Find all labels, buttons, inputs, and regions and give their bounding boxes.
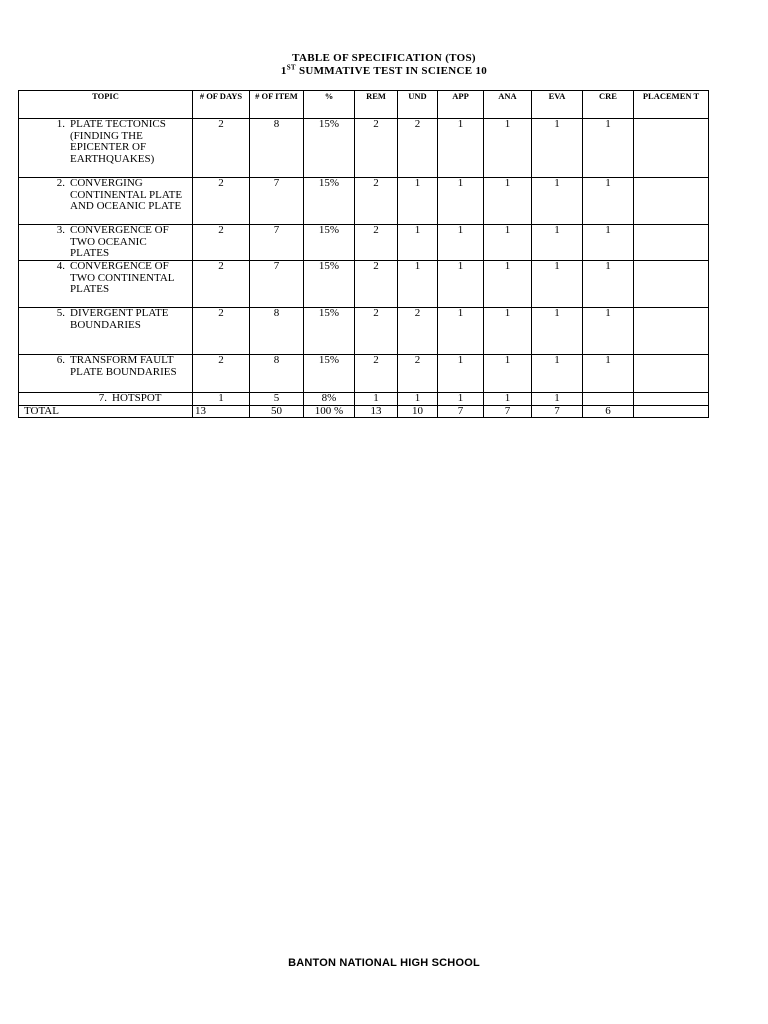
und-cell: 1 — [398, 225, 438, 261]
table-row — [19, 119, 709, 178]
table-header-row — [19, 91, 709, 119]
ana-cell: 1 — [484, 261, 532, 308]
days-cell: 2 — [193, 225, 250, 261]
title-ordinal-suffix: ST — [286, 63, 296, 72]
items-cell: 7 — [250, 261, 304, 308]
table-row — [19, 261, 709, 308]
ana-cell: 1 — [484, 178, 532, 225]
specification-table — [18, 90, 709, 418]
eva-cell: 1 — [532, 119, 583, 178]
items-cell: 7 — [250, 225, 304, 261]
und-cell: 1 — [398, 393, 438, 406]
topic-cell — [19, 225, 193, 261]
und-cell: 2 — [398, 119, 438, 178]
table-row — [19, 225, 709, 261]
header-cre: CRE — [583, 91, 634, 119]
cre-cell — [583, 393, 634, 406]
days-cell: 2 — [193, 308, 250, 355]
total-und: 10 — [398, 405, 438, 418]
topic-name: CONVERGING CONTINENTAL PLATE AND OCEANIC PLATE — [70, 177, 183, 213]
percent-cell: 15% — [304, 308, 355, 355]
title-ordinal: 1 — [280, 65, 287, 77]
total-label — [19, 405, 193, 418]
percent-cell: 15% — [304, 261, 355, 308]
total-label-text: TOTAL — [24, 404, 59, 417]
rem-cell: 1 — [355, 393, 398, 406]
days-cell: 1 — [193, 393, 250, 406]
header-items: # OF ITEM — [250, 91, 304, 119]
rem-cell: 2 — [355, 308, 398, 355]
rem-cell: 2 — [355, 225, 398, 261]
eva-cell: 1 — [532, 308, 583, 355]
school-name-footer: BANTON NATIONAL HIGH SCHOOL — [288, 957, 480, 969]
cre-cell: 1 — [583, 178, 634, 225]
cre-cell: 1 — [583, 261, 634, 308]
eva-cell: 1 — [532, 225, 583, 261]
topic-cell — [19, 393, 193, 406]
header-ana: ANA — [484, 91, 532, 119]
percent-cell: 8% — [304, 393, 355, 406]
total-row — [19, 405, 709, 418]
topic-name: TRANSFORM FAULT PLATE BOUNDARIES — [70, 354, 177, 378]
eva-cell: 1 — [532, 355, 583, 393]
app-cell: 1 — [438, 393, 484, 406]
rem-cell: 2 — [355, 119, 398, 178]
rem-cell: 2 — [355, 261, 398, 308]
items-cell: 8 — [250, 355, 304, 393]
topic-name: CONVERGENCE OF TWO OCEANIC PLATES — [70, 224, 169, 260]
eva-cell: 1 — [532, 261, 583, 308]
days-cell: 2 — [193, 261, 250, 308]
cre-cell: 1 — [583, 355, 634, 393]
app-cell: 1 — [438, 261, 484, 308]
ana-cell: 1 — [484, 225, 532, 261]
cre-cell: 1 — [583, 308, 634, 355]
total-days-cell — [193, 405, 250, 418]
table-row — [19, 308, 709, 355]
topic-number: 1. — [56, 118, 65, 130]
items-cell: 5 — [250, 393, 304, 406]
table-row — [19, 178, 709, 225]
placement-cell — [634, 178, 709, 225]
cre-cell: 1 — [583, 225, 634, 261]
app-cell: 1 — [438, 178, 484, 225]
topic-cell — [19, 178, 193, 225]
percent-cell: 15% — [304, 225, 355, 261]
placement-cell — [634, 119, 709, 178]
header-percent: % — [304, 91, 355, 119]
ana-cell: 1 — [484, 308, 532, 355]
und-cell: 1 — [398, 178, 438, 225]
topic-number: 5. — [56, 307, 65, 319]
topic-cell — [19, 119, 193, 178]
und-cell: 2 — [398, 355, 438, 393]
app-cell: 1 — [438, 225, 484, 261]
topic-number: 7. — [98, 392, 107, 404]
topic-number: 6. — [56, 354, 65, 366]
topic-number: 4. — [56, 260, 65, 272]
rem-cell: 2 — [355, 178, 398, 225]
total-eva: 7 — [532, 405, 583, 418]
total-app: 7 — [438, 405, 484, 418]
header-placement: PLACEMEN T — [634, 91, 709, 119]
topic-name: PLATE TECTONICS (FINDING THE EPICENTER OF EARTHQUAKES) — [70, 118, 166, 165]
app-cell: 1 — [438, 355, 484, 393]
und-cell: 1 — [398, 261, 438, 308]
days-cell: 2 — [193, 178, 250, 225]
topic-cell — [19, 308, 193, 355]
placement-cell — [634, 308, 709, 355]
ana-cell: 1 — [484, 393, 532, 406]
topic-cell — [19, 355, 193, 393]
total-percent: 100 % — [304, 405, 355, 418]
days-cell: 2 — [193, 119, 250, 178]
header-topic: TOPIC — [19, 91, 193, 119]
percent-cell: 15% — [304, 178, 355, 225]
topic-cell — [19, 261, 193, 308]
eva-cell: 1 — [532, 178, 583, 225]
items-cell: 8 — [250, 119, 304, 178]
total-placement — [634, 405, 709, 418]
app-cell: 1 — [438, 119, 484, 178]
items-cell: 8 — [250, 308, 304, 355]
header-und: UND — [398, 91, 438, 119]
document-title — [0, 52, 768, 78]
topic-number: 3. — [56, 224, 65, 236]
title-line-2 — [0, 65, 768, 78]
percent-cell: 15% — [304, 355, 355, 393]
app-cell: 1 — [438, 308, 484, 355]
header-eva: EVA — [532, 91, 583, 119]
ana-cell: 1 — [484, 355, 532, 393]
topic-name: CONVERGENCE OF TWO CONTINENTAL PLATES — [70, 260, 175, 296]
placement-cell — [634, 393, 709, 406]
rem-cell: 2 — [355, 355, 398, 393]
und-cell: 2 — [398, 308, 438, 355]
placement-cell — [634, 225, 709, 261]
total-days: 13 — [195, 404, 206, 417]
cre-cell: 1 — [583, 119, 634, 178]
title-line-1: TABLE OF SPECIFICATION (TOS) — [292, 52, 476, 64]
items-cell: 7 — [250, 178, 304, 225]
total-ana: 7 — [484, 405, 532, 418]
topic-name: DIVERGENT PLATE BOUNDARIES — [70, 307, 169, 331]
percent-cell: 15% — [304, 119, 355, 178]
topic-name: HOTSPOT — [112, 392, 162, 404]
title-subject: SUMMATIVE TEST IN SCIENCE 10 — [295, 65, 488, 77]
total-items: 50 — [250, 405, 304, 418]
table-row — [19, 355, 709, 393]
placement-cell — [634, 261, 709, 308]
total-cre: 6 — [583, 405, 634, 418]
header-days: # OF DAYS — [193, 91, 250, 119]
header-app: APP — [438, 91, 484, 119]
ana-cell: 1 — [484, 119, 532, 178]
placement-cell — [634, 355, 709, 393]
eva-cell: 1 — [532, 393, 583, 406]
topic-number: 2. — [56, 177, 65, 189]
table-row — [19, 393, 709, 406]
header-rem: REM — [355, 91, 398, 119]
total-rem: 13 — [355, 405, 398, 418]
days-cell: 2 — [193, 355, 250, 393]
